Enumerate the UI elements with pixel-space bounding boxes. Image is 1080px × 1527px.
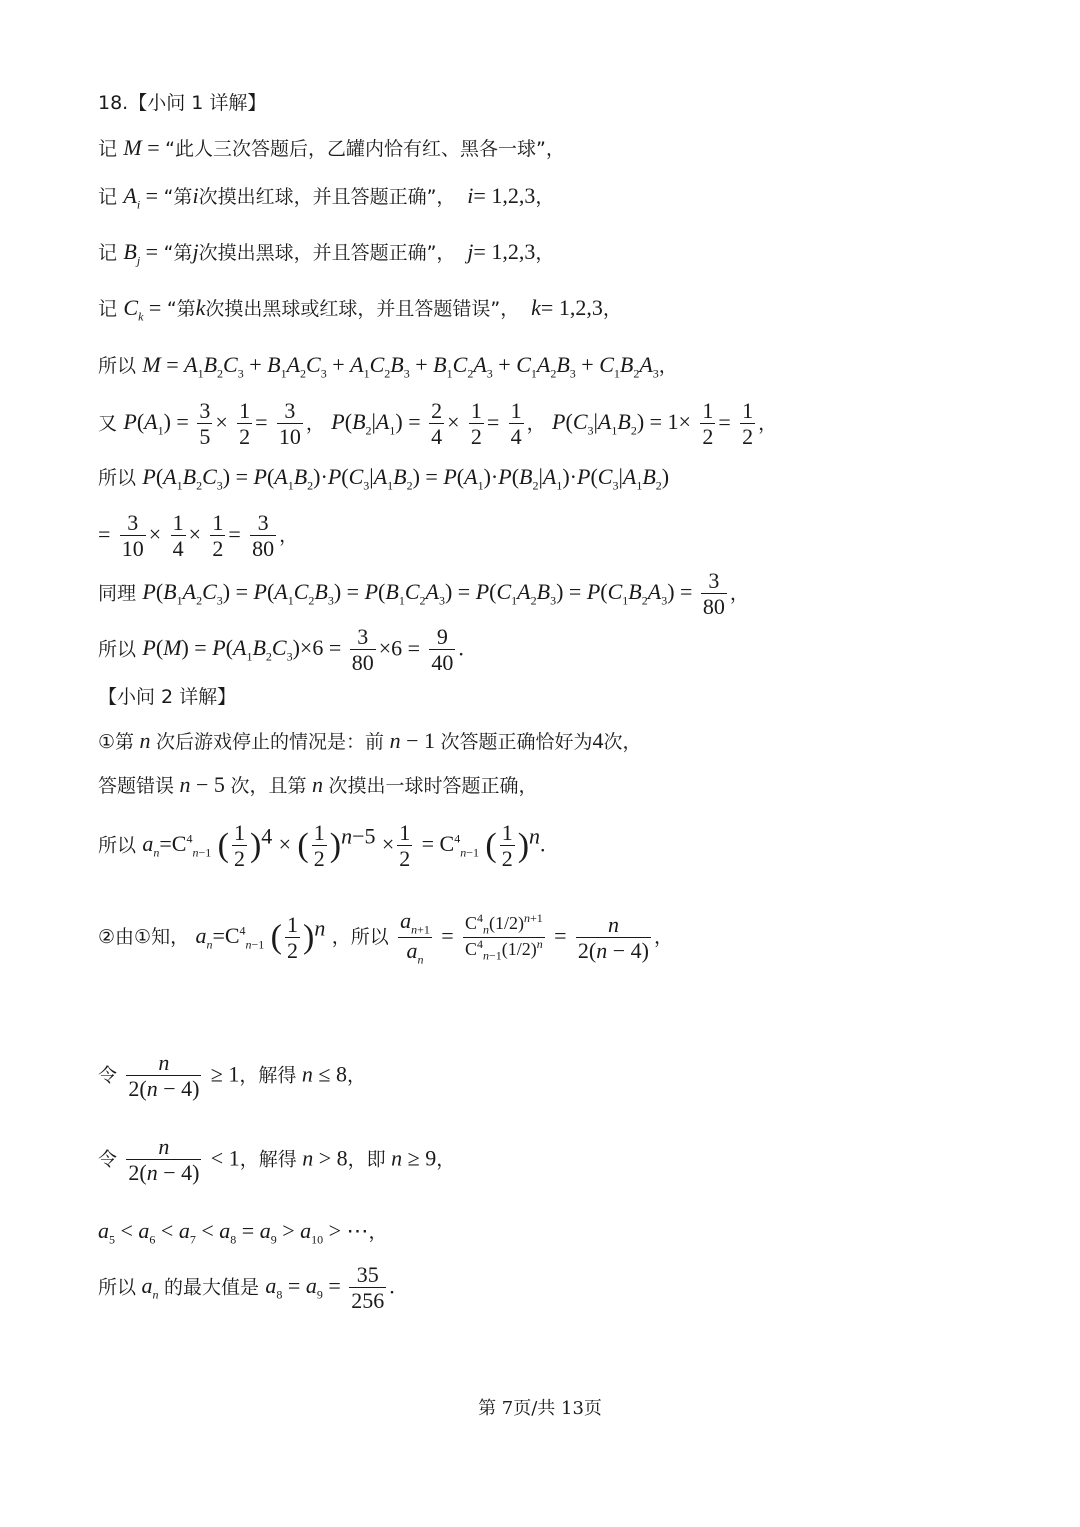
def-M: 记 M = “此人三次答题后，乙罐内恰有红、黑各一球”， [98, 135, 565, 160]
condition-lt-line: 令 $\frac{n}{2(n - 4)}$ < 1，解得 n > 8，即 n ≥ 9， [98, 1134, 456, 1186]
condition-ge-line: 令 $\frac{n}{2(n - 4)}$ ≥ 1，解得 n ≤ 8， [98, 1050, 366, 1102]
stop-condition-line: ①第 n 次后游戏停止的情况是：前 n − 1 次答题正确恰好为4次， [98, 728, 642, 753]
page-footer: 第 7页/共 13页 [478, 1398, 602, 1419]
pm-result-line: 所以 $P(M) = P(A_1B_2C_3)\times 6$ = $\frac{3}{80}$ ×6 = $\frac{9}{40}$ . [98, 624, 464, 676]
heading-part2: 【小问 2 详解】 [98, 686, 237, 708]
probabilities-line: 又 $P(A_1)$ = $\frac{3}{5}$ × $\frac{1}{2}$ = $\frac{3}{10}$ ， $P(B_2|A_1)$ = $\frac{2}{4}$ × $\frac{1}{2}$ = $\frac{1}{4}$ ， $P(C_3|A_1B_2) = 1\times$ $\frac{1}{2}$ = $\frac{1}{2}$ ， [98, 398, 778, 450]
product-line: = $\frac{3}{10}$ × $\frac{1}{4}$ × $\frac{1}{2}$ = $\frac{3}{80}$ ， [98, 510, 299, 562]
monotonic-line: $a_5 < a_6 < a_7 < a_8 = a_9 > a_{10}$ > ⋯， [98, 1218, 388, 1247]
event-decomposition: 所以 $M = A_1B_2C_3 + B_1A_2C_3 + A_1C_2B_3 + B_1C_2A_3 + C_1A_2B_3 + C_1B_2A_3$， [98, 352, 678, 381]
an-formula-line: 所以 $a_n=C^4_{n-1}$ ( $\frac{1}{2}$ )$^4$ × ( $\frac{1}{2}$ )$^{n-5}$ × $\frac{1}{2}$ = $C^4_{n-1}$ ( $\frac{1}{2}$ )$^n$. [98, 820, 546, 872]
def-A: 记 $A_i$ = “第i次摸出红球，并且答题正确”， i= 1,2,3， [98, 183, 555, 212]
max-value-line: 所以 $a_n$ 的最大值是 $a_8 = a_9$ = $\frac{35}{256}$ . [98, 1262, 395, 1314]
ratio-line: ②由①知， $a_n=C^4_{n-1}$ ( $\frac{1}{2}$ )$^n$ ，所以 $\frac{a_{n+1}}{a_n}$ = $\frac{C^4_n(1/2)^{n+1}}{C^4_{n-1}(1/2)^n}$ = $\frac{n}{2(n - 4)}$ ， [98, 908, 673, 967]
chain-rule-line: 所以 $P(A_1B_2C_3) = P(A_1B_2)\cdot P(C_3|A_1B_2) = P(A_1)\cdot P(B_2|A_1)\cdot P(C_3|A_1B_2)$ [98, 464, 670, 493]
def-C: 记 $C_k$ = “第k次摸出黑球或红球，并且答题错误”， k= 1,2,3， [98, 295, 622, 324]
def-B: 记 $B_j$ = “第j次摸出黑球，并且答题正确”， j= 1,2,3， [98, 239, 555, 268]
errors-line: 答题错误 n − 5 次，且第 n 次摸出一球时答题正确， [98, 772, 538, 797]
symmetry-line: 同理 $P(B_1A_2C_3) = P(A_1C_2B_3) = P(B_1C_2A_3) = P(C_1A_2B_3) = P(C_1B_2A_3)$ = $\frac{3}{80}$ ， [98, 568, 749, 620]
heading-part1: 18.【小问 1 详解】 [98, 92, 267, 114]
